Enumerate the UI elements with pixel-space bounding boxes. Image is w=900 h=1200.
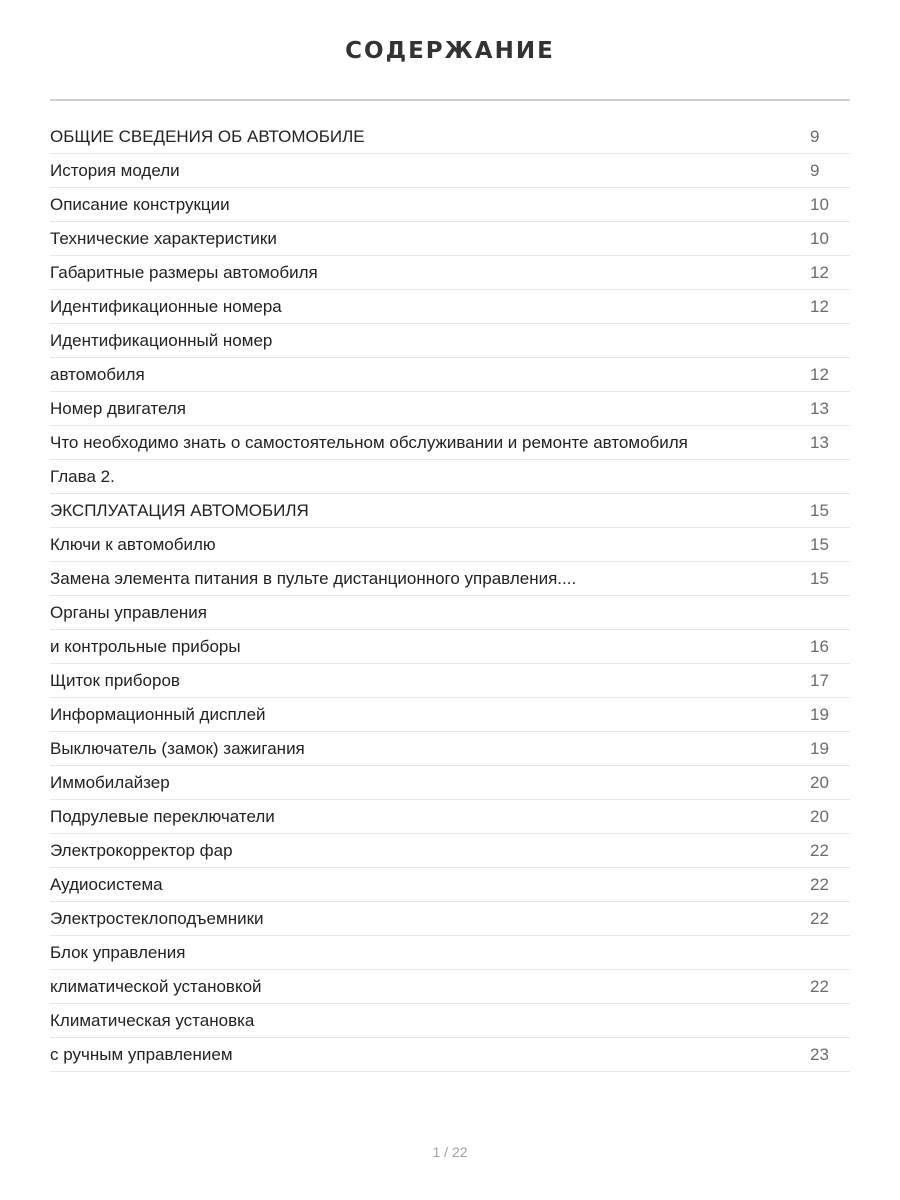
toc-entry-title: Выключатель (замок) зажигания: [50, 739, 305, 758]
toc-entry-title: автомобиля: [50, 365, 145, 384]
toc-entry[interactable]: [50, 664, 850, 698]
toc-entry-title: Блок управления: [50, 943, 186, 962]
toc-entry-page-number: 10: [810, 229, 829, 248]
toc-entry-title: и контрольные приборы: [50, 637, 241, 656]
toc-entry-page-number: 16: [810, 637, 829, 656]
toc-entry-title: Щиток приборов: [50, 671, 180, 690]
toc-entry-page-number: 10: [810, 195, 829, 214]
toc-entry-title: ОБЩИЕ СВЕДЕНИЯ ОБ АВТОМОБИЛЕ: [50, 127, 365, 146]
page-indicator: 1 / 22: [432, 1144, 468, 1160]
toc-entry-page-number: 9: [810, 127, 820, 146]
toc-entry-page-number: 15: [810, 535, 829, 554]
toc-entry-title: Глава 2.: [50, 467, 115, 486]
toc-entry-title: Технические характеристики: [50, 229, 277, 248]
toc-entry-page-number: 19: [810, 739, 829, 758]
toc-entry-page-number: 15: [810, 501, 829, 520]
toc-entry[interactable]: [50, 596, 850, 630]
toc-entry-page-number: 17: [810, 671, 829, 690]
toc-entry[interactable]: [50, 868, 850, 902]
toc-entry[interactable]: [50, 460, 850, 494]
table-of-contents: [50, 120, 850, 1072]
toc-entry-page-number: 22: [810, 909, 829, 928]
toc-entry-page-number: 20: [810, 807, 829, 826]
toc-entry-page-number: 13: [810, 399, 829, 418]
toc-entry[interactable]: [50, 698, 850, 732]
toc-entry-page-number: 9: [810, 161, 820, 180]
toc-entry[interactable]: [50, 970, 850, 1004]
toc-entry[interactable]: [50, 562, 850, 596]
title-divider: [50, 99, 850, 101]
toc-entry-title: Климатическая установка: [50, 1011, 255, 1030]
toc-entry-title: Электрокорректор фар: [50, 841, 233, 860]
toc-entry-title: с ручным управлением: [50, 1045, 233, 1064]
toc-entry[interactable]: [50, 800, 850, 834]
toc-entry-title: Иммобилайзер: [50, 773, 170, 792]
toc-entry-title: Органы управления: [50, 603, 208, 622]
toc-entry-page-number: 15: [810, 569, 829, 588]
toc-entry-page-number: 12: [810, 365, 829, 384]
toc-entry-title: Подрулевые переключатели: [50, 807, 275, 826]
toc-entry-title: Информационный дисплей: [50, 705, 266, 724]
toc-entry-title: Габаритные размеры автомобиля: [50, 263, 318, 282]
toc-entry-title: Описание конструкции: [50, 195, 230, 214]
toc-entry-page-number: 13: [810, 433, 829, 452]
toc-entry-page-number: 20: [810, 773, 829, 792]
toc-entry[interactable]: [50, 766, 850, 800]
toc-entry[interactable]: [50, 1038, 850, 1072]
toc-entry-title: Аудиосистема: [50, 875, 163, 894]
toc-entry-page-number: 12: [810, 297, 829, 316]
toc-entry-page-number: 22: [810, 841, 829, 860]
toc-entry-title: Электростеклоподъемники: [50, 909, 264, 928]
toc-entry-page-number: 22: [810, 977, 829, 996]
toc-entry-title: Что необходимо знать о самостоятельном обслуживании и ремонте автомобиля: [50, 433, 688, 452]
toc-entry-title: ЭКСПЛУАТАЦИЯ АВТОМОБИЛЯ: [50, 501, 309, 520]
toc-entry[interactable]: [50, 120, 850, 154]
toc-entry[interactable]: [50, 256, 850, 290]
toc-entry-title: Идентификационный номер: [50, 331, 273, 350]
toc-entry-page-number: 19: [810, 705, 829, 724]
page-title: СОДЕРЖАНИЕ: [345, 38, 555, 64]
toc-entry-title: Номер двигателя: [50, 399, 187, 418]
toc-entry[interactable]: [50, 290, 850, 324]
toc-entry-page-number: 22: [810, 875, 829, 894]
toc-entry[interactable]: [50, 324, 850, 358]
toc-entry-page-number: 23: [810, 1045, 829, 1064]
toc-entry[interactable]: [50, 358, 850, 392]
toc-entry[interactable]: [50, 222, 850, 256]
toc-entry[interactable]: [50, 528, 850, 562]
toc-entry-title: Замена элемента питания в пульте дистанционного управления....: [50, 569, 577, 588]
toc-entry-title: Идентификационные номера: [50, 297, 282, 316]
toc-entry[interactable]: [50, 188, 850, 222]
toc-entry[interactable]: [50, 936, 850, 970]
toc-entry-page-number: 12: [810, 263, 829, 282]
toc-entry-title: Ключи к автомобилю: [50, 535, 216, 554]
toc-entry[interactable]: [50, 494, 850, 528]
toc-entry[interactable]: [50, 426, 850, 460]
toc-entry[interactable]: [50, 834, 850, 868]
toc-entry[interactable]: [50, 630, 850, 664]
toc-entry-title: климатической установкой: [50, 977, 262, 996]
toc-entry[interactable]: [50, 392, 850, 426]
toc-entry[interactable]: [50, 732, 850, 766]
toc-entry[interactable]: [50, 902, 850, 936]
toc-entry-title: История модели: [50, 161, 180, 180]
toc-entry[interactable]: [50, 1004, 850, 1038]
toc-entry[interactable]: [50, 154, 850, 188]
